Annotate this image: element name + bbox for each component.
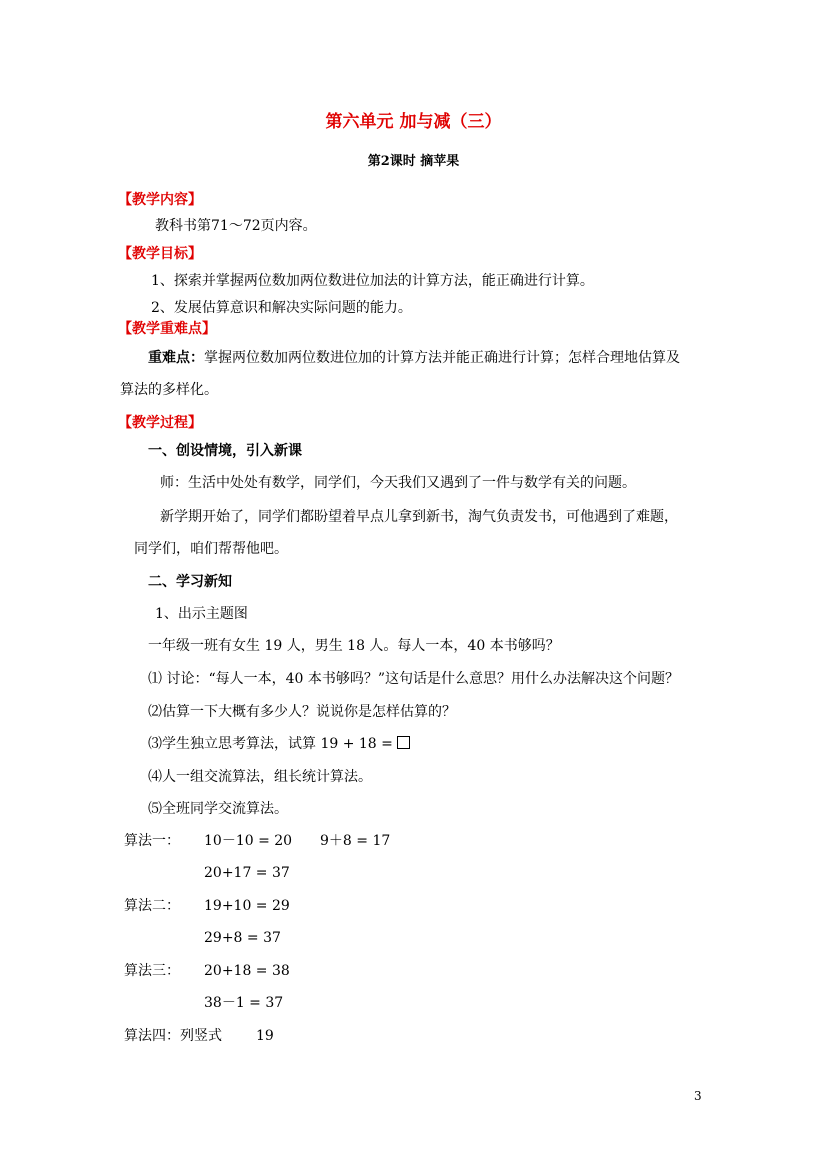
goal-2: 2、发展估算意识和解决实际问题的能力。: [151, 300, 412, 316]
method-4-label: 算法四：列竖式: [124, 1028, 222, 1044]
goal-1: 1、探索并掌握两位数加两位数进位加法的计算方法，能正确进行计算。: [151, 273, 594, 289]
key-points-line-2: 算法的多样化。: [120, 382, 218, 398]
item-3-text: ⑶学生独立思考算法，试算 19 + 18 =: [148, 736, 393, 752]
method-3-step-b: 38－1 = 37: [204, 995, 284, 1011]
method-1-step-a: 10－10 = 20: [204, 833, 293, 849]
teaching-content-text: 教科书第71～72页内容。: [155, 218, 317, 234]
heading-key-points: 【教学重难点】: [118, 321, 216, 337]
item-4: ⑷人一组交流算法，组长统计算法。: [148, 769, 372, 785]
part1-title: 一、创设情境，引入新课: [148, 443, 302, 459]
method-2-step-b: 29+8 = 37: [204, 930, 281, 946]
process-paragraph-2b: 同学们，咱们帮帮他吧。: [134, 541, 288, 557]
lesson-subtitle: 第2课时 摘苹果: [367, 154, 460, 169]
heading-teaching-goals: 【教学目标】: [118, 246, 202, 262]
method-1-step-b: 9＋8 = 17: [320, 833, 391, 849]
item-5: ⑸全班同学交流算法。: [148, 801, 288, 817]
method-3-label: 算法三：: [124, 963, 180, 979]
method-4-number: 19: [256, 1028, 274, 1044]
step-1: 1、出示主题图: [155, 606, 248, 622]
answer-box: [397, 736, 410, 749]
question-text: 一年级一班有女生 19 人，男生 18 人。每人一本，40 本书够吗？: [148, 638, 560, 654]
method-1-step-c: 20+17 = 37: [204, 865, 290, 881]
item-2: ⑵估算一下大概有多少人？说说你是怎样估算的？: [148, 704, 456, 720]
key-points-label: 重难点：: [148, 350, 204, 366]
part2-title: 二、学习新知: [148, 574, 232, 590]
heading-teaching-process: 【教学过程】: [118, 415, 202, 431]
page-number: 3: [694, 1089, 702, 1103]
method-1-label: 算法一：: [124, 833, 180, 849]
method-3-step-a: 20+18 = 38: [204, 963, 290, 979]
key-points-text-1: 掌握两位数加两位数进位加的计算方法并能正确进行计算；怎样合理地估算及: [204, 350, 680, 366]
heading-teaching-content: 【教学内容】: [118, 192, 202, 208]
process-paragraph-1: 师：生活中处处有数学，同学们，今天我们又遇到了一件与数学有关的问题。: [160, 475, 636, 491]
item-1: ⑴ 讨论：“每人一本，40 本书够吗？”这句话是什么意思？用什么办法解决这个问题？: [148, 671, 680, 687]
document-title: 第六单元 加与减（三）: [325, 112, 502, 132]
method-2-step-a: 19+10 = 29: [204, 898, 290, 914]
method-2-label: 算法二：: [124, 898, 180, 914]
key-points-line-1: [148, 348, 680, 368]
process-paragraph-2a: 新学期开始了，同学们都盼望着早点儿拿到新书，淘气负责发书，可他遇到了难题，: [160, 509, 678, 525]
item-3: [148, 734, 410, 754]
